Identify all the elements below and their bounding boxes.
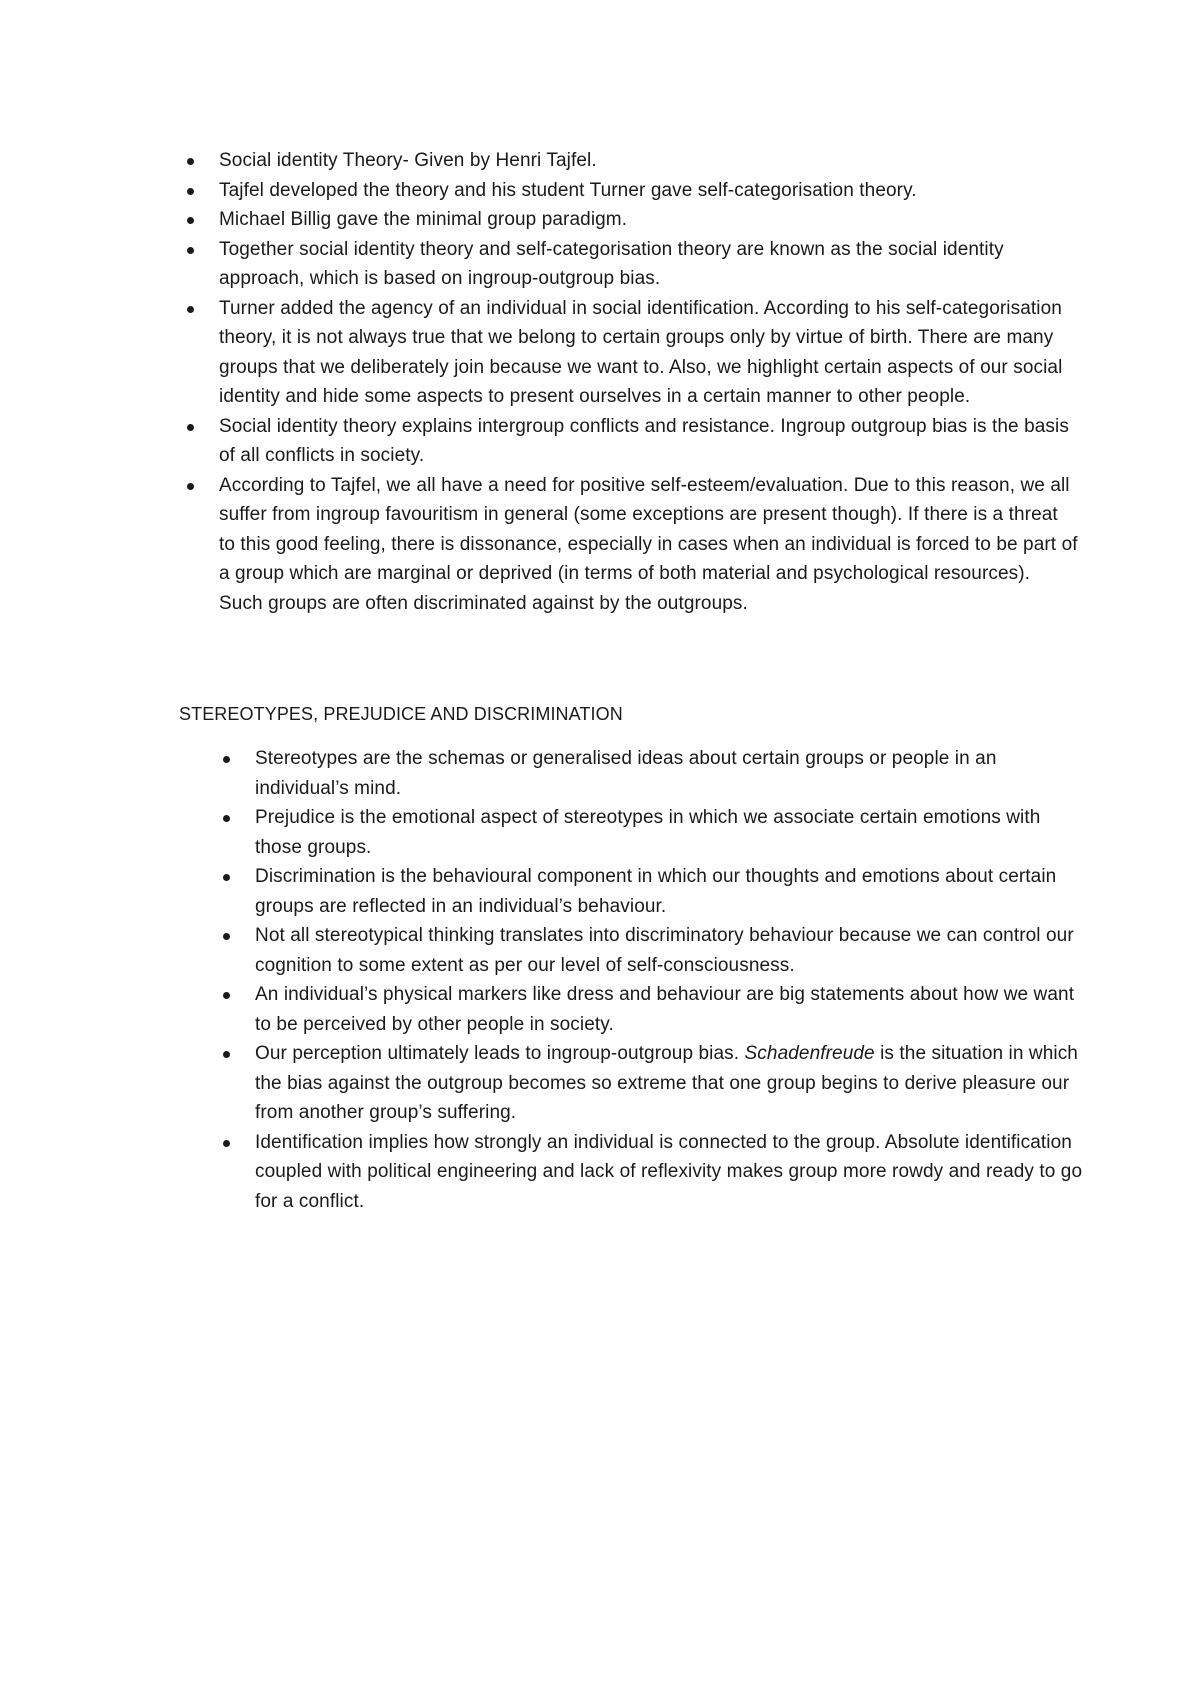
list-item bbox=[255, 744, 1085, 803]
list-item-text: Stereotypes are the schemas or generalised ideas about certain groups or people in an individual’s mind. bbox=[255, 748, 997, 799]
bullet-icon bbox=[223, 874, 230, 881]
list-item bbox=[255, 803, 1085, 862]
list-item bbox=[255, 1039, 1085, 1128]
text-run: is the situation in which the bias against the outgroup becomes so extreme that one group begins to derive pleasure our from another group’s suffering. bbox=[255, 1043, 1078, 1123]
bullet-icon bbox=[223, 1140, 230, 1147]
list-item bbox=[219, 471, 1079, 619]
list-item bbox=[219, 146, 1079, 176]
list-item bbox=[255, 1128, 1085, 1217]
italic-term: Schadenfreude bbox=[744, 1043, 875, 1064]
text-run: Our perception ultimately leads to ingroup-outgroup bias. bbox=[255, 1043, 745, 1064]
list-item-text: Tajfel developed the theory and his student Turner gave self-categorisation theory. bbox=[219, 179, 917, 201]
list-item bbox=[255, 980, 1085, 1039]
bullet-icon bbox=[187, 158, 194, 165]
list-item-text: Identification implies how strongly an individual is connected to the group. Absolute identification coupled with political engineering and lack of reflexivity makes group more rowdy and ready to go for a conflict. bbox=[255, 1131, 1083, 1212]
list-item-text: Social identity Theory- Given by Henri Tajfel. bbox=[219, 150, 597, 171]
bullet-icon bbox=[223, 815, 230, 822]
list-item-text: Michael Billig gave the minimal group paradigm. bbox=[219, 209, 628, 230]
bullet-icon bbox=[223, 756, 230, 763]
bullet-icon bbox=[223, 933, 230, 940]
section-heading: STEREOTYPES, PREJUDICE AND DISCRIMINATION bbox=[179, 704, 623, 724]
list-item-text: Prejudice is the emotional aspect of stereotypes in which we associate certain emotions with those groups. bbox=[255, 807, 1041, 858]
list-item-text: Discrimination is the behavioural component in which our thoughts and emotions about certain groups are reflected in an individual’s behaviour. bbox=[255, 866, 1057, 917]
list-item-text: An individual’s physical markers like dress and behaviour are big statements about how we want to be perceived by other people in society. bbox=[255, 984, 1075, 1035]
bullet-icon bbox=[187, 483, 194, 490]
list-item bbox=[255, 862, 1085, 921]
list-item-text: Turner added the agency of an individual in social identification. According to his self-categorisation theory, it is not always true that we belong to certain groups only by virtue of birth. There are many groups that we deliberately join because we want to. Also, we highlight certain aspects of our social identity and hide some aspects to present ourselves in a certain manner to other people. bbox=[219, 297, 1063, 407]
list-item-text: Together social identity theory and self-categorisation theory are known as the social identity approach, which is based on ingroup-outgroup bias. bbox=[219, 238, 1004, 289]
bullet-icon bbox=[187, 188, 194, 195]
bullet-icon bbox=[187, 424, 194, 431]
list-item bbox=[219, 412, 1079, 471]
list-item-text: Not all stereotypical thinking translates into discriminatory behaviour because we can control our cognition to some extent as per our level of self-consciousness. bbox=[255, 925, 1074, 976]
list-item bbox=[219, 176, 1079, 206]
list-item-text: According to Tajfel, we all have a need for positive self-esteem/evaluation. Due to this reason, we all suffer from ingroup favouritism in general (some exceptions are present though). If there is a threat to this good feeling, there is dissonance, especially in cases when an individual is forced to be part of a group which are marginal or deprived (in terms of both material and psychological resources). Such groups are often discriminated against by the outgroups. bbox=[219, 474, 1078, 614]
list-item bbox=[219, 205, 1079, 235]
bullet-icon bbox=[223, 1051, 230, 1058]
list-item-text: Social identity theory explains intergroup conflicts and resistance. Ingroup outgroup bias is the basis of all conflicts in society. bbox=[219, 415, 1069, 466]
list-item bbox=[255, 921, 1085, 980]
bullet-icon bbox=[223, 992, 230, 999]
bullet-icon bbox=[187, 217, 194, 224]
list-item bbox=[219, 294, 1079, 412]
list-item bbox=[219, 235, 1079, 294]
bullet-icon bbox=[187, 247, 194, 254]
list-item-text bbox=[255, 1043, 1078, 1123]
stereotypes-bullet-list bbox=[255, 744, 1085, 1216]
social-identity-bullet-list bbox=[219, 146, 1079, 618]
bullet-icon bbox=[187, 306, 194, 313]
